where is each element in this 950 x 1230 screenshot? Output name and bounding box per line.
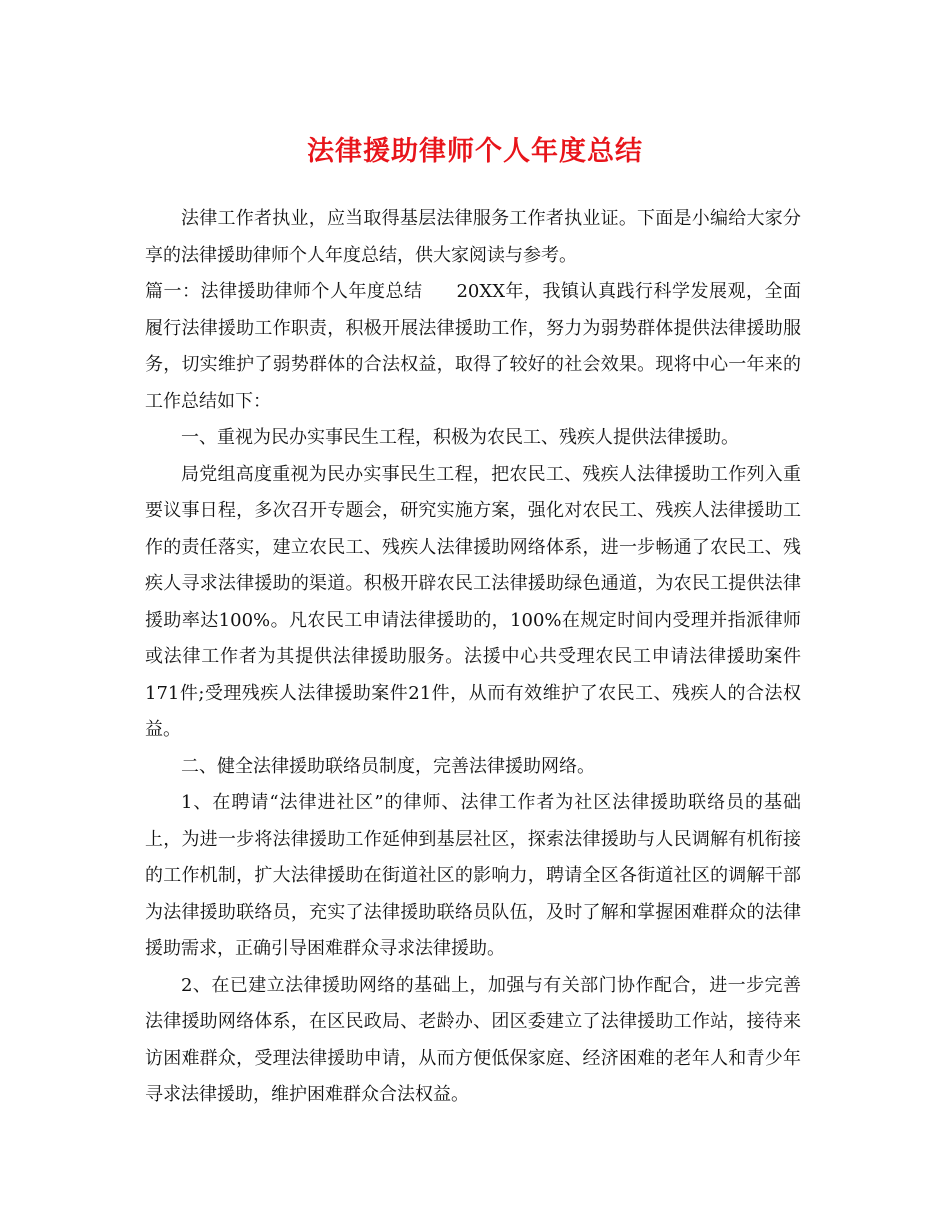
document-body (145, 201, 801, 1114)
part1-text: 20XX年，我镇认真践行科学发展观，全面履行法律援助工作职责，积极开展法律援助工作，努力为弱势群体提供法律援助服务，切实维护了弱势群体的合法权益，取得了较好的社会效果。现将中心一年来的工作总结如下： (145, 281, 801, 412)
intro-paragraph: 法律工作者执业，应当取得基层法律服务工作者执业证。下面是小编给大家分享的法律援助律师个人年度总结，供大家阅读与参考。 (145, 208, 801, 266)
section-paragraph-1: 局党组高度重视为民办实事民生工程，把农民工、残疾人法律援助工作列入重要议事日程，多次召开专题会，研究实施方案，强化对农民工、残疾人法律援助工作的责任落实，建立农民工、残疾人法律援助网络体系，进一步畅通了农民工、残疾人寻求法律援助的渠道。积极开辟农民工法律援助绿色通道，为农民工提供法律援助率达100%。凡农民工申请法律援助的，100%在规定时间内受理并指派律师或法律工作者为其提供法律援助服务。法援中心共受理农民工申请法律援助案件171件;受理残疾人法律援助案件21件，从而有效维护了农民工、残疾人的合法权益。 (145, 463, 801, 740)
section-paragraph-3: 2、在已建立法律援助网络的基础上，加强与有关部门协作配合，进一步完善法律援助网络体系，在区民政局、老龄办、团区委建立了法律援助工作站，接待来访困难群众，受理法律援助申请，从而方便低保家庭、经济困难的老年人和青少年寻求法律援助，维护困难群众合法权益。 (145, 974, 801, 1105)
section-paragraph-2: 1、在聘请“法律进社区”的律师、法律工作者为社区法律援助联络员的基础上，为进一步将法律援助工作延伸到基层社区，探索法律援助与人民调解有机衔接的工作机制，扩大法律援助在街道社区的影响力，聘请全区各街道社区的调解干部为法律援助联络员，充实了法律援助联络员队伍，及时了解和掌握困难群众的法律援助需求，正确引导困难群众寻求法律援助。 (145, 792, 801, 959)
document-title: 法律援助律师个人年度总结 (307, 136, 643, 167)
section-heading-1: 一、重视为民办实事民生工程，积极为农民工、残疾人提供法律援助。 (181, 427, 739, 448)
part1-label: 篇一：法律援助律师个人年度总结 (145, 281, 423, 302)
part1-paragraph (145, 274, 801, 420)
section-heading-2: 二、健全法律援助联络员制度，完善法律援助网络。 (181, 755, 595, 777)
